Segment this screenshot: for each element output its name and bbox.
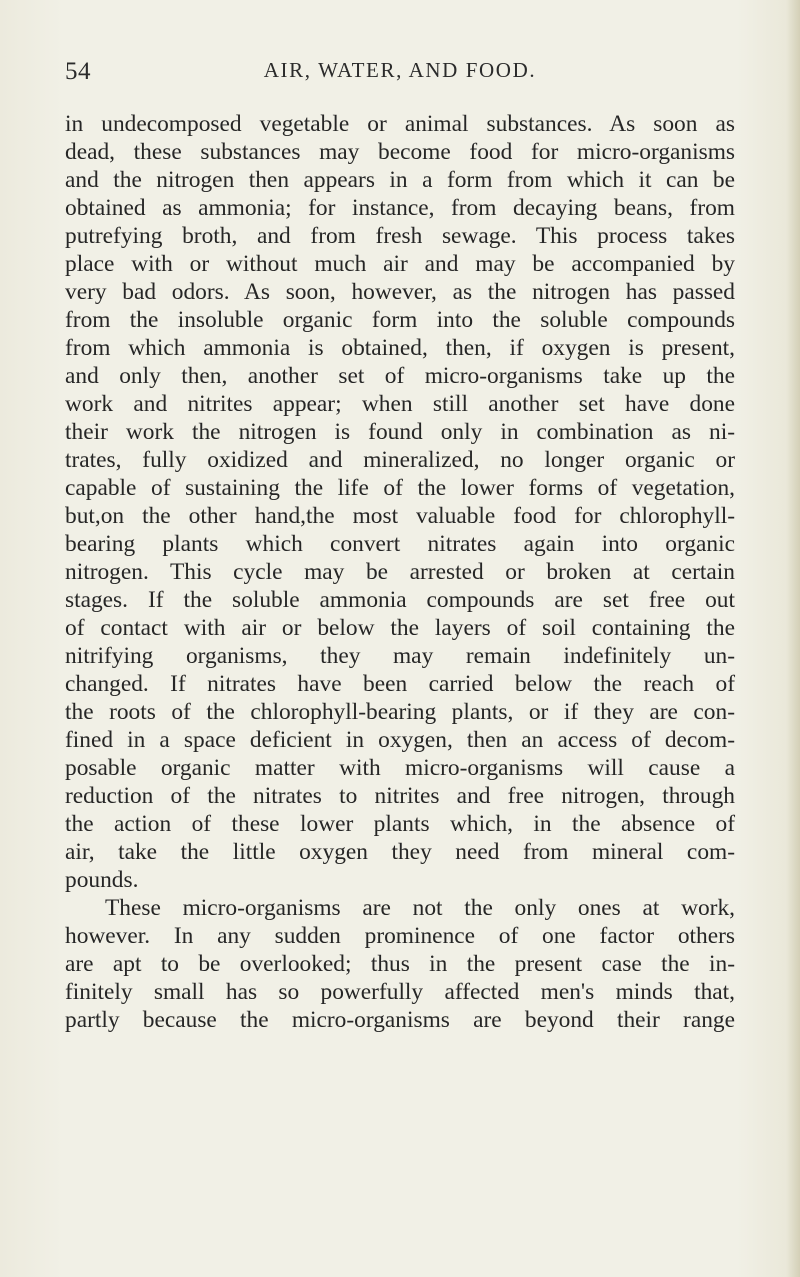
text-line: of contact with air or below the layers of soil containing the bbox=[65, 615, 735, 641]
text-line: however. In any sudden prominence of one factor others bbox=[65, 923, 735, 949]
text-line: from which ammonia is obtained, then, if oxygen is present, bbox=[65, 335, 735, 361]
text-line: capable of sustaining the life of the lower forms of vegetation, bbox=[65, 475, 735, 501]
text-line: fined in a space deficient in oxygen, then an access of decom- bbox=[65, 727, 735, 753]
text-line: very bad odors. As soon, however, as the nitrogen has passed bbox=[65, 279, 735, 305]
text-line: posable organic matter with micro-organisms will cause a bbox=[65, 755, 735, 781]
running-head: AIR, WATER, AND FOOD. bbox=[263, 58, 537, 82]
text-line: the action of these lower plants which, in the absence of bbox=[65, 811, 735, 837]
text-line: changed. If nitrates have been carried below the reach of bbox=[65, 671, 735, 697]
text-line: bearing plants which convert nitrates again into organic bbox=[65, 531, 735, 557]
text-line: are apt to be overlooked; thus in the present case the in- bbox=[65, 951, 735, 977]
text-line: in undecomposed vegetable or animal substances. As soon as bbox=[65, 111, 735, 137]
text-line: These micro-organisms are not the only ones at work, bbox=[105, 895, 735, 921]
text-line: work and nitrites appear; when still another set have done bbox=[65, 391, 735, 417]
text-line: the roots of the chlorophyll-bearing plants, or if they are con- bbox=[65, 699, 735, 725]
text-line: pounds. bbox=[65, 867, 139, 893]
text-line: and only then, another set of micro-organisms take up the bbox=[65, 363, 735, 389]
text-line: and the nitrogen then appears in a form from which it can be bbox=[65, 167, 735, 193]
text-line: partly because the micro-organisms are beyond their range bbox=[65, 1007, 735, 1033]
text-line: trates, fully oxidized and mineralized, no longer organic or bbox=[65, 447, 735, 473]
text-line: nitrifying organisms, they may remain indefinitely un- bbox=[65, 643, 735, 669]
text-line: dead, these substances may become food for micro-organisms bbox=[65, 139, 735, 165]
text-line: finitely small has so powerfully affected men's minds that, bbox=[65, 979, 735, 1005]
text-line: reduction of the nitrates to nitrites and free nitrogen, through bbox=[65, 783, 735, 809]
page-edge-shadow bbox=[786, 0, 800, 1277]
page-header bbox=[65, 58, 735, 88]
text-line: nitrogen. This cycle may be arrested or broken at certain bbox=[65, 559, 735, 585]
page-number: 54 bbox=[65, 58, 91, 85]
text-line: their work the nitrogen is found only in combination as ni- bbox=[65, 419, 735, 445]
text-line: putrefying broth, and from fresh sewage. This process takes bbox=[65, 223, 735, 249]
body-text bbox=[65, 110, 735, 1034]
text-line: but,on the other hand,the most valuable food for chlorophyll- bbox=[65, 503, 735, 529]
text-line: obtained as ammonia; for instance, from decaying beans, from bbox=[65, 195, 735, 221]
text-line: from the insoluble organic form into the soluble compounds bbox=[65, 307, 735, 333]
text-line: place with or without much air and may be accompanied by bbox=[65, 251, 735, 277]
text-line: stages. If the soluble ammonia compounds are set free out bbox=[65, 587, 735, 613]
text-line: air, take the little oxygen they need from mineral com- bbox=[65, 839, 735, 865]
